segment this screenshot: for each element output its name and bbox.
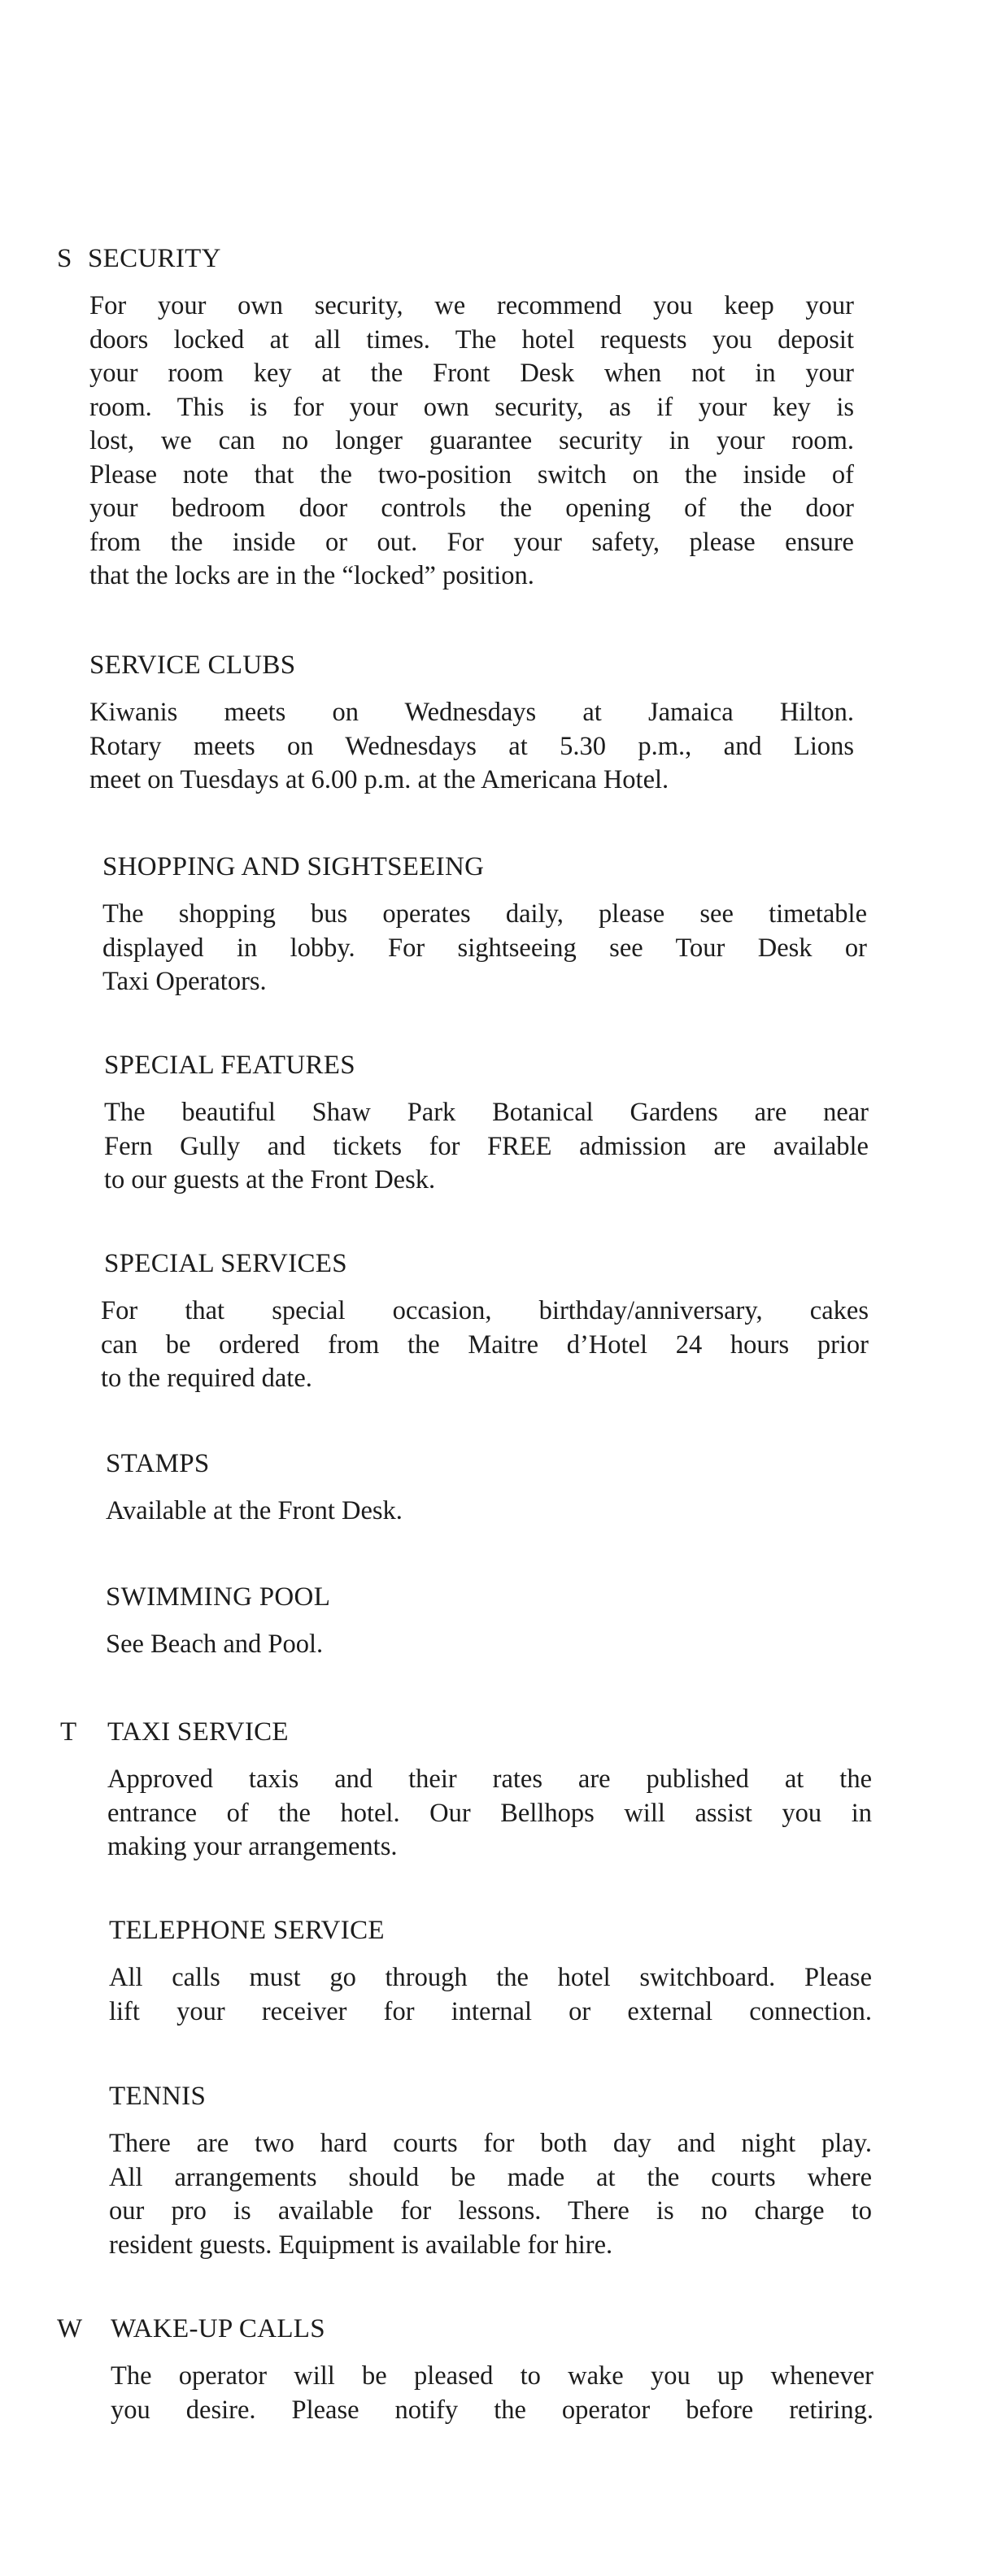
section-heading: TELEPHONE SERVICE — [109, 1916, 385, 1945]
section-body — [111, 2360, 874, 2427]
body-line: For your own security, we recommend you keep your — [89, 291, 854, 320]
body-line: See Beach and Pool. — [106, 1630, 324, 1659]
body-line: Kiwanis meets on Wednesdays at Jamaica Hilton. — [89, 698, 854, 727]
section-heading: SPECIAL FEATURES — [104, 1051, 355, 1080]
body-line: our pro is available for lessons. There is no charge to — [109, 2196, 872, 2226]
body-line: your room key at the Front Desk when not in your — [89, 359, 854, 388]
body-line: For that special occasion, birthday/anniversary, cakes — [101, 1296, 869, 1325]
body-line: to the required date. — [101, 1364, 312, 1393]
section-heading: TENNIS — [109, 2082, 207, 2111]
body-line: your bedroom door controls the opening of the door — [89, 494, 854, 523]
section-body — [106, 1628, 870, 1662]
body-line: There are two hard courts for both day and night play. — [109, 2129, 872, 2158]
section-heading: SERVICE CLUBS — [89, 651, 296, 680]
body-line: meet on Tuesdays at 6.00 p.m. at the Americana Hotel. — [89, 765, 669, 794]
body-line: The operator will be pleased to wake you up whenever — [111, 2361, 874, 2391]
body-line: lost, we can no longer guarantee security in your room. — [89, 426, 854, 455]
body-line: Fern Gully and tickets for FREE admission are available — [104, 1131, 869, 1161]
body-line: room. This is for your own security, as if your key is — [89, 392, 854, 422]
section-heading: WAKE-UP CALLS — [111, 2314, 325, 2343]
index-letter: T — [60, 1717, 77, 1747]
body-line: displayed in lobby. For sightseeing see Tour Desk or — [102, 933, 867, 963]
body-line: Available at the Front Desk. — [106, 1496, 403, 1525]
body-line: that the locks are in the “locked” position. — [89, 561, 534, 590]
section-body — [101, 1295, 869, 1396]
body-line: entrance of the hotel. Our Bellhops will assist you in — [107, 1798, 872, 1828]
body-line: All arrangements should be made at the courts where — [109, 2162, 872, 2192]
section-body — [109, 2127, 872, 2262]
body-line: The shopping bus operates daily, please see timetable — [102, 899, 867, 929]
body-line: from the inside or out. For your safety, please ensure — [89, 527, 854, 557]
section-heading: SECURITY — [88, 244, 221, 273]
body-line: lift your receiver for internal or external connection. — [109, 1996, 872, 2026]
body-line: to our guests at the Front Desk. — [104, 1165, 436, 1194]
index-letter: W — [57, 2314, 83, 2343]
section-body — [106, 1495, 870, 1529]
index-letter: S — [57, 244, 72, 273]
section-body — [104, 1096, 869, 1198]
section-body — [107, 1763, 872, 1865]
section-body — [89, 289, 854, 594]
body-line: The beautiful Shaw Park Botanical Gardens are near — [104, 1098, 869, 1127]
section-body — [102, 898, 867, 999]
body-line: Rotary meets on Wednesdays at 5.30 p.m., and Lions — [89, 731, 854, 761]
section-heading: SWIMMING POOL — [106, 1582, 331, 1612]
body-line: can be ordered from the Maitre d’Hotel 24 hours prior — [101, 1329, 869, 1360]
section-heading: STAMPS — [106, 1449, 210, 1478]
body-line: you desire. Please notify the operator before retiring. — [111, 2395, 874, 2425]
section-body — [89, 696, 854, 798]
body-line: Approved taxis and their rates are published at the — [107, 1764, 872, 1794]
body-line: Please note that the two-position switch on the inside of — [89, 459, 854, 490]
body-line: All calls must go through the hotel switchboard. Please — [109, 1963, 872, 1992]
section-heading: SHOPPING AND SIGHTSEEING — [102, 852, 485, 881]
body-line: making your arrangements. — [107, 1832, 398, 1861]
body-line: Taxi Operators. — [102, 967, 267, 996]
section-heading: TAXI SERVICE — [107, 1717, 289, 1747]
body-line: doors locked at all times. The hotel requests you deposit — [89, 324, 854, 355]
section-body — [109, 1961, 872, 2029]
body-line: resident guests. Equipment is available for hire. — [109, 2230, 613, 2260]
section-heading: SPECIAL SERVICES — [104, 1249, 347, 1278]
